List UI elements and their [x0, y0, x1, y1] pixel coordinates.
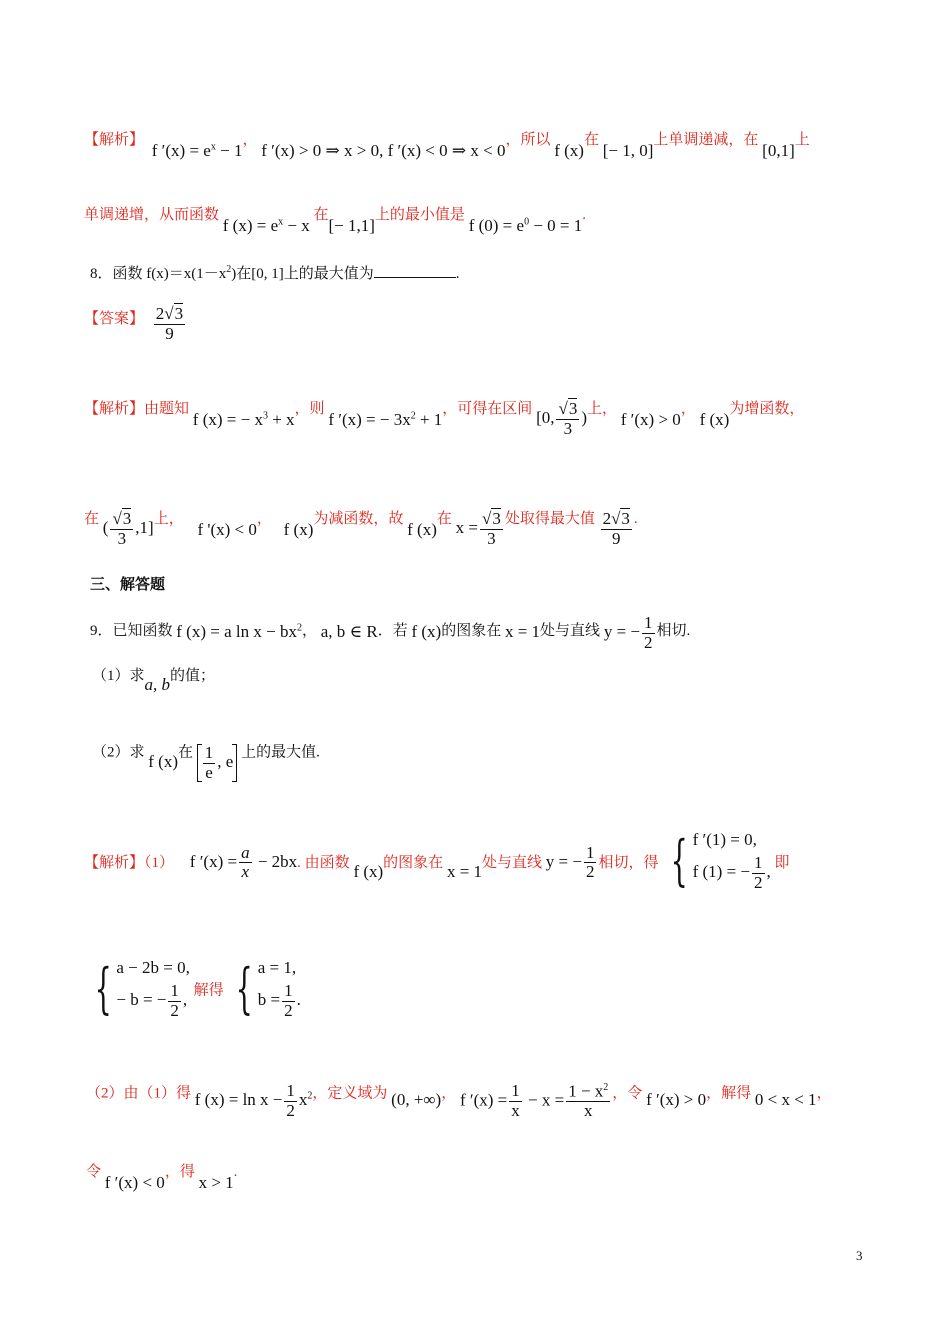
- interval-increasing: [0, $\frac{√3}{3}$ ): [536, 399, 587, 438]
- text-decreasing: 为减函数，故: [313, 511, 404, 528]
- domain: (0, +∞): [391, 1090, 442, 1110]
- derivative-negative: f ′(x) < 0: [104, 1173, 165, 1192]
- derivative-expression: f ′(x) = − $3x^2 + 1$: [328, 410, 443, 430]
- derivative-positive: f ′(x) > 0: [646, 1090, 707, 1110]
- analysis-tag: 【解析】: [84, 854, 145, 871]
- text-shang: 上，: [153, 511, 184, 528]
- text-ling: 令: [86, 1164, 102, 1180]
- text-increasing: 单调递增，从而函数: [84, 207, 220, 223]
- text-qie: 相切，得: [598, 854, 659, 871]
- function-expression: f (x) = − $x^3 + x$: [192, 410, 295, 430]
- text-min-value: 上的最小值是: [374, 207, 465, 223]
- text-jiede: 解得: [193, 982, 224, 999]
- text-tuxiang: 的图象在: [383, 854, 444, 871]
- q9-analysis-line4: [86, 1160, 238, 1192]
- interval-decreasing: ( $\frac{√3}{3}$ ,1]: [102, 509, 154, 548]
- text-de: ，得: [164, 1164, 195, 1180]
- comma: ，: [816, 1085, 832, 1102]
- q9-part2: （2）求 f (x)在 $\frac{1}{e}$ , e 上的最大值.: [92, 743, 320, 782]
- equation-system-1: { f ′(1) = 0, f (1) = − $\frac{1}{2}$ ,: [670, 829, 771, 893]
- text-jiede: ，解得: [706, 1085, 752, 1102]
- part-label: （1）: [144, 854, 175, 871]
- part-label: （2）由（1）得: [86, 1085, 192, 1102]
- comma: ，: [680, 401, 696, 418]
- function-fx: f (x): [699, 410, 730, 430]
- period: .: [633, 511, 638, 528]
- max-point: x = $\frac{√3}{3}$: [455, 509, 501, 548]
- tangent-line: y = − $\frac{1}{2}$: [603, 613, 653, 652]
- interval-3: [− 1,1]: [328, 216, 375, 235]
- function-definition: f (x) = ln x − $\frac{1}{2}$ $x^2$: [194, 1081, 313, 1121]
- text-suoyi: ，所以: [505, 132, 551, 148]
- point-x1: x = 1: [504, 622, 541, 642]
- function-fx: f (x): [283, 520, 314, 540]
- q9-part1: （1）求a, b的值；: [92, 668, 216, 694]
- parameters: a, b ∈ R: [320, 622, 378, 642]
- analysis-tag: 【解析】: [84, 132, 145, 148]
- q8-stem: 8．函数 $f(x)=x(1-x^2)$在[0, 1]上的最大值为 .: [90, 264, 460, 282]
- q8-answer: [84, 305, 187, 343]
- text-shang: 上，: [587, 401, 618, 418]
- q8-analysis-line2: [84, 500, 638, 548]
- answer-blank: [374, 263, 456, 278]
- text-zai: 在: [84, 511, 100, 528]
- comma: ，: [242, 132, 258, 148]
- comma: ，: [256, 511, 272, 528]
- equation-system-2: { a − 2b = 0, − b = − $\frac{1}{2}$ ,: [94, 957, 190, 1021]
- q9-stem: 9．已知函数 f (x) = a $\ln x - bx^2$， a, b ∈ R．若 f (x)的图象在 x = 1处与直线 y = − $\frac{1}{2}$ 相切.: [90, 613, 691, 652]
- q8-analysis-line1: [84, 390, 805, 438]
- period: .: [233, 1164, 238, 1180]
- parameters: a, b: [144, 675, 171, 694]
- text-ji: 即: [774, 854, 790, 871]
- answer-fraction: $\frac{2√3}{9}$: [155, 304, 184, 343]
- max-value: $\frac{2√3}{9}$: [602, 509, 630, 548]
- text-shang: 上: [794, 132, 810, 148]
- derivative-expression: f $'(x) = e^x - 1$: [151, 141, 243, 160]
- text-ze: ，则: [294, 401, 325, 418]
- text-ling: ，令: [612, 1085, 643, 1102]
- min-value-expression: f $(0) = e^0 - 0 = 1$: [468, 216, 583, 235]
- function-fx: f (x): [554, 141, 584, 160]
- period: .: [582, 207, 586, 223]
- function-fx: f (x): [411, 622, 442, 642]
- text-increasing: 为增函数，: [729, 401, 805, 418]
- derivative-positive: f ′(x) > 0: [620, 410, 681, 430]
- range-increasing: 0 < x < 1: [754, 1090, 817, 1110]
- function-fx: f (x): [407, 520, 437, 540]
- comma: ，: [441, 1085, 457, 1102]
- q9-analysis-line2: [86, 958, 301, 1020]
- interval-2: [0,1]: [762, 141, 795, 160]
- text-zai: 在: [583, 132, 599, 148]
- function-fx: f (x): [148, 751, 178, 771]
- text-domain: ，定义域为: [312, 1085, 388, 1102]
- tangent-line: y = − $\frac{1}{2}$: [545, 842, 595, 882]
- text-zai: 在: [313, 207, 329, 223]
- text-zai: 在: [436, 511, 452, 528]
- text-max: 处取得最大值: [504, 511, 595, 528]
- q7-analysis-line2: [84, 203, 586, 235]
- derivative-expression: f ′(x) = $\frac{a}{x}$ − 2bx: [189, 842, 298, 882]
- interval-1: [− 1, 0]: [602, 141, 654, 160]
- q7-analysis-line1: [84, 128, 810, 160]
- sign-analysis-expression: f ′(x) > 0 ⇒ x > 0, f ′(x) < 0 ⇒ x < 0: [261, 141, 506, 160]
- analysis-tag: 【解析】: [84, 401, 145, 418]
- answer-tag: 【答案】: [84, 311, 145, 327]
- page-number: 3: [856, 1248, 863, 1263]
- derivative-expression: f ′(x) = $\frac{1}{x}$ − x = $\frac{1 - x^2}{x}$: [459, 1081, 609, 1121]
- text-youti: 由题知: [144, 401, 190, 418]
- text-decreasing: 上单调递减，在: [653, 132, 759, 148]
- text-chu: 处与直线: [482, 854, 543, 871]
- function-definition: f (x) = a $\ln x - bx^2$: [176, 622, 302, 642]
- text-you: . 由函数: [297, 854, 350, 871]
- point-x1: x = 1: [446, 861, 483, 881]
- function-definition: f $(x) = e^x - x$: [222, 216, 310, 235]
- equation-system-3: { a = 1, b = $\frac{1}{2}$ .: [235, 957, 301, 1021]
- text-kede: ，可得在区间: [442, 401, 533, 418]
- function-fx: f (x): [353, 861, 384, 881]
- range-decreasing: x > 1: [198, 1173, 234, 1192]
- derivative-negative: f '(x) < 0: [197, 520, 257, 540]
- q9-analysis-line3: [86, 1074, 832, 1121]
- section-heading: 三、解答题: [90, 577, 166, 593]
- q9-analysis-line1: [84, 818, 790, 893]
- interval-bracket: $\frac{1}{e}$ , e: [197, 744, 238, 782]
